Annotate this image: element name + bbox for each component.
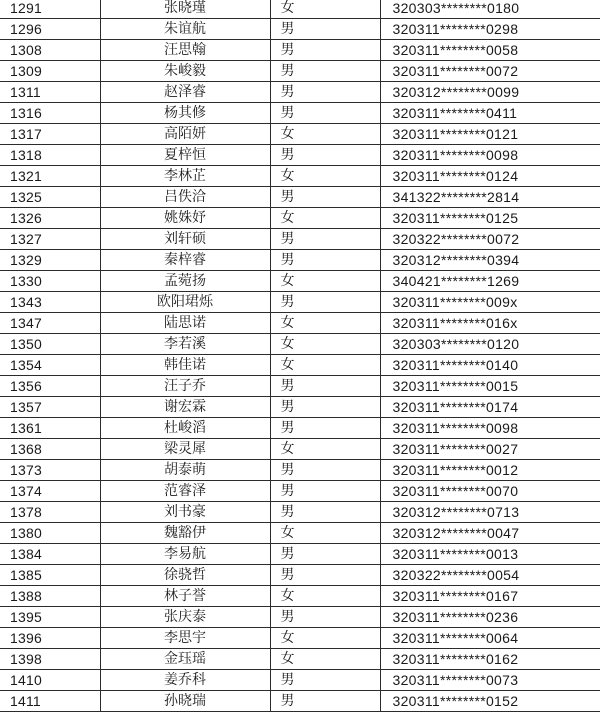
student-name-cell: 朱谊航 [100,19,270,40]
table-row [0,376,600,397]
student-idcard-cell: 320311********009x [380,292,600,313]
student-gender-cell: 男 [270,418,380,439]
student-gender-cell: 男 [270,40,380,61]
student-gender-cell: 男 [270,670,380,691]
student-id-cell: 1354 [0,355,100,376]
student-gender-cell: 女 [270,439,380,460]
student-name-cell: 魏豁伊 [100,523,270,544]
student-name-cell: 孟菀扬 [100,271,270,292]
table-row [0,334,600,355]
student-idcard-cell: 341322********2814 [380,187,600,208]
student-gender-cell: 男 [270,565,380,586]
student-gender-cell: 女 [270,271,380,292]
table-row [0,187,600,208]
student-id-cell: 1374 [0,481,100,502]
table-row [0,481,600,502]
student-idcard-cell: 320312********0047 [380,523,600,544]
student-idcard-cell: 340421********1269 [380,271,600,292]
student-id-cell: 1330 [0,271,100,292]
student-name-cell: 吕佚洽 [100,187,270,208]
student-id-cell: 1411 [0,691,100,712]
student-name-cell: 金珏瑶 [100,649,270,670]
student-gender-cell: 男 [270,250,380,271]
student-idcard-cell: 320303********0120 [380,334,600,355]
student-name-cell: 陆思诺 [100,313,270,334]
student-gender-cell: 男 [270,103,380,124]
student-gender-cell: 男 [270,502,380,523]
student-id-cell: 1326 [0,208,100,229]
student-idcard-cell: 320311********0125 [380,208,600,229]
student-idcard-cell: 320312********0099 [380,82,600,103]
student-idcard-cell: 320311********0236 [380,607,600,628]
table-row [0,0,600,19]
student-idcard-cell: 320322********0054 [380,565,600,586]
student-gender-cell: 男 [270,229,380,250]
student-idcard-cell: 320311********0098 [380,418,600,439]
student-gender-cell: 女 [270,313,380,334]
table-row [0,250,600,271]
student-gender-cell: 男 [270,19,380,40]
student-name-cell: 韩佳诺 [100,355,270,376]
student-gender-cell: 男 [270,691,380,712]
student-gender-cell: 女 [270,586,380,607]
student-gender-cell: 男 [270,376,380,397]
student-id-cell: 1410 [0,670,100,691]
student-idcard-cell: 320312********0394 [380,250,600,271]
student-name-cell: 夏梓恒 [100,145,270,166]
student-idcard-cell: 320311********0013 [380,544,600,565]
student-gender-cell: 男 [270,607,380,628]
student-gender-cell: 女 [270,208,380,229]
student-name-cell: 谢宏霖 [100,397,270,418]
student-id-cell: 1317 [0,124,100,145]
student-name-cell: 胡泰萌 [100,460,270,481]
student-gender-cell: 女 [270,124,380,145]
student-idcard-cell: 320311********0015 [380,376,600,397]
student-id-cell: 1325 [0,187,100,208]
student-idcard-cell: 320311********016x [380,313,600,334]
student-gender-cell: 男 [270,481,380,502]
student-idcard-cell: 320311********0064 [380,628,600,649]
student-id-cell: 1385 [0,565,100,586]
student-idcard-cell: 320311********0140 [380,355,600,376]
student-idcard-cell: 320322********0072 [380,229,600,250]
student-id-cell: 1308 [0,40,100,61]
student-id-cell: 1350 [0,334,100,355]
student-idcard-cell: 320311********0162 [380,649,600,670]
student-gender-cell: 男 [270,145,380,166]
student-idcard-cell: 320311********0058 [380,40,600,61]
student-id-cell: 1318 [0,145,100,166]
student-id-cell: 1356 [0,376,100,397]
student-idcard-cell: 320311********0098 [380,145,600,166]
table-row [0,19,600,40]
student-id-cell: 1311 [0,82,100,103]
student-gender-cell: 女 [270,355,380,376]
student-id-cell: 1398 [0,649,100,670]
student-name-cell: 秦梓睿 [100,250,270,271]
student-idcard-cell: 320311********0174 [380,397,600,418]
student-gender-cell: 男 [270,460,380,481]
table-row [0,565,600,586]
student-id-cell: 1296 [0,19,100,40]
student-gender-cell: 男 [270,292,380,313]
table-row [0,40,600,61]
student-name-cell: 范睿泽 [100,481,270,502]
student-name-cell: 刘轩硕 [100,229,270,250]
student-id-cell: 1329 [0,250,100,271]
student-id-cell: 1309 [0,61,100,82]
table-row [0,502,600,523]
student-id-cell: 1361 [0,418,100,439]
student-name-cell: 李林芷 [100,166,270,187]
student-gender-cell: 女 [270,649,380,670]
table-row [0,418,600,439]
student-name-cell: 孙晓瑞 [100,691,270,712]
student-idcard-cell: 320311********0411 [380,103,600,124]
table-row [0,649,600,670]
student-idcard-cell: 320311********0072 [380,61,600,82]
student-id-cell: 1347 [0,313,100,334]
student-id-cell: 1396 [0,628,100,649]
table-row [0,586,600,607]
table-row [0,271,600,292]
student-id-cell: 1343 [0,292,100,313]
table-row [0,460,600,481]
student-id-cell: 1380 [0,523,100,544]
student-gender-cell: 男 [270,187,380,208]
table-row [0,670,600,691]
table-row [0,544,600,565]
student-name-cell: 张庆泰 [100,607,270,628]
student-gender-cell: 女 [270,523,380,544]
table-row [0,61,600,82]
student-id-cell: 1384 [0,544,100,565]
student-idcard-cell: 320311********0121 [380,124,600,145]
student-id-cell: 1368 [0,439,100,460]
student-idcard-cell: 320311********0124 [380,166,600,187]
student-gender-cell: 男 [270,544,380,565]
student-id-cell: 1316 [0,103,100,124]
student-gender-cell: 男 [270,61,380,82]
table-row [0,523,600,544]
student-idcard-cell: 320311********0027 [380,439,600,460]
table-row [0,397,600,418]
student-name-cell: 高陌妍 [100,124,270,145]
table-row [0,103,600,124]
student-id-cell: 1388 [0,586,100,607]
student-name-cell: 朱峻毅 [100,61,270,82]
student-idcard-cell: 320312********0713 [380,502,600,523]
student-idcard-cell: 320311********0152 [380,691,600,712]
student-name-cell: 杨其修 [100,103,270,124]
student-idcard-cell: 320311********0012 [380,460,600,481]
table-row [0,124,600,145]
student-name-cell: 汪子乔 [100,376,270,397]
student-id-cell: 1378 [0,502,100,523]
student-idcard-cell: 320311********0070 [380,481,600,502]
student-name-cell: 徐骁哲 [100,565,270,586]
table-row [0,229,600,250]
student-name-cell: 姚姝妤 [100,208,270,229]
table-row [0,145,600,166]
table-row [0,313,600,334]
student-id-cell: 1327 [0,229,100,250]
student-name-cell: 欧阳珺烁 [100,292,270,313]
student-idcard-cell: 320311********0073 [380,670,600,691]
student-name-cell: 汪思翰 [100,40,270,61]
student-name-cell: 刘书豪 [100,502,270,523]
table-row [0,439,600,460]
student-name-cell: 梁灵犀 [100,439,270,460]
student-name-cell: 杜峻滔 [100,418,270,439]
student-name-cell: 赵泽睿 [100,82,270,103]
student-name-cell: 李易航 [100,544,270,565]
table-row [0,82,600,103]
student-name-cell: 李思宇 [100,628,270,649]
student-name-cell: 张晓瑾 [100,0,270,19]
student-gender-cell: 男 [270,397,380,418]
student-gender-cell: 女 [270,628,380,649]
student-gender-cell: 女 [270,334,380,355]
student-id-cell: 1395 [0,607,100,628]
student-name-cell: 李若溪 [100,334,270,355]
student-id-cell: 1291 [0,0,100,19]
table-row [0,166,600,187]
table-row [0,607,600,628]
table-row [0,691,600,712]
student-gender-cell: 女 [270,0,380,19]
student-name-cell: 姜乔科 [100,670,270,691]
student-id-cell: 1357 [0,397,100,418]
student-gender-cell: 女 [270,166,380,187]
student-idcard-cell: 320311********0167 [380,586,600,607]
student-idcard-cell: 320311********0298 [380,19,600,40]
student-idcard-cell: 320303********0180 [380,0,600,19]
table-row [0,628,600,649]
student-id-cell: 1321 [0,166,100,187]
table-row [0,292,600,313]
student-gender-cell: 男 [270,82,380,103]
table-row [0,355,600,376]
table-row [0,208,600,229]
student-name-cell: 林子誉 [100,586,270,607]
student-id-cell: 1373 [0,460,100,481]
